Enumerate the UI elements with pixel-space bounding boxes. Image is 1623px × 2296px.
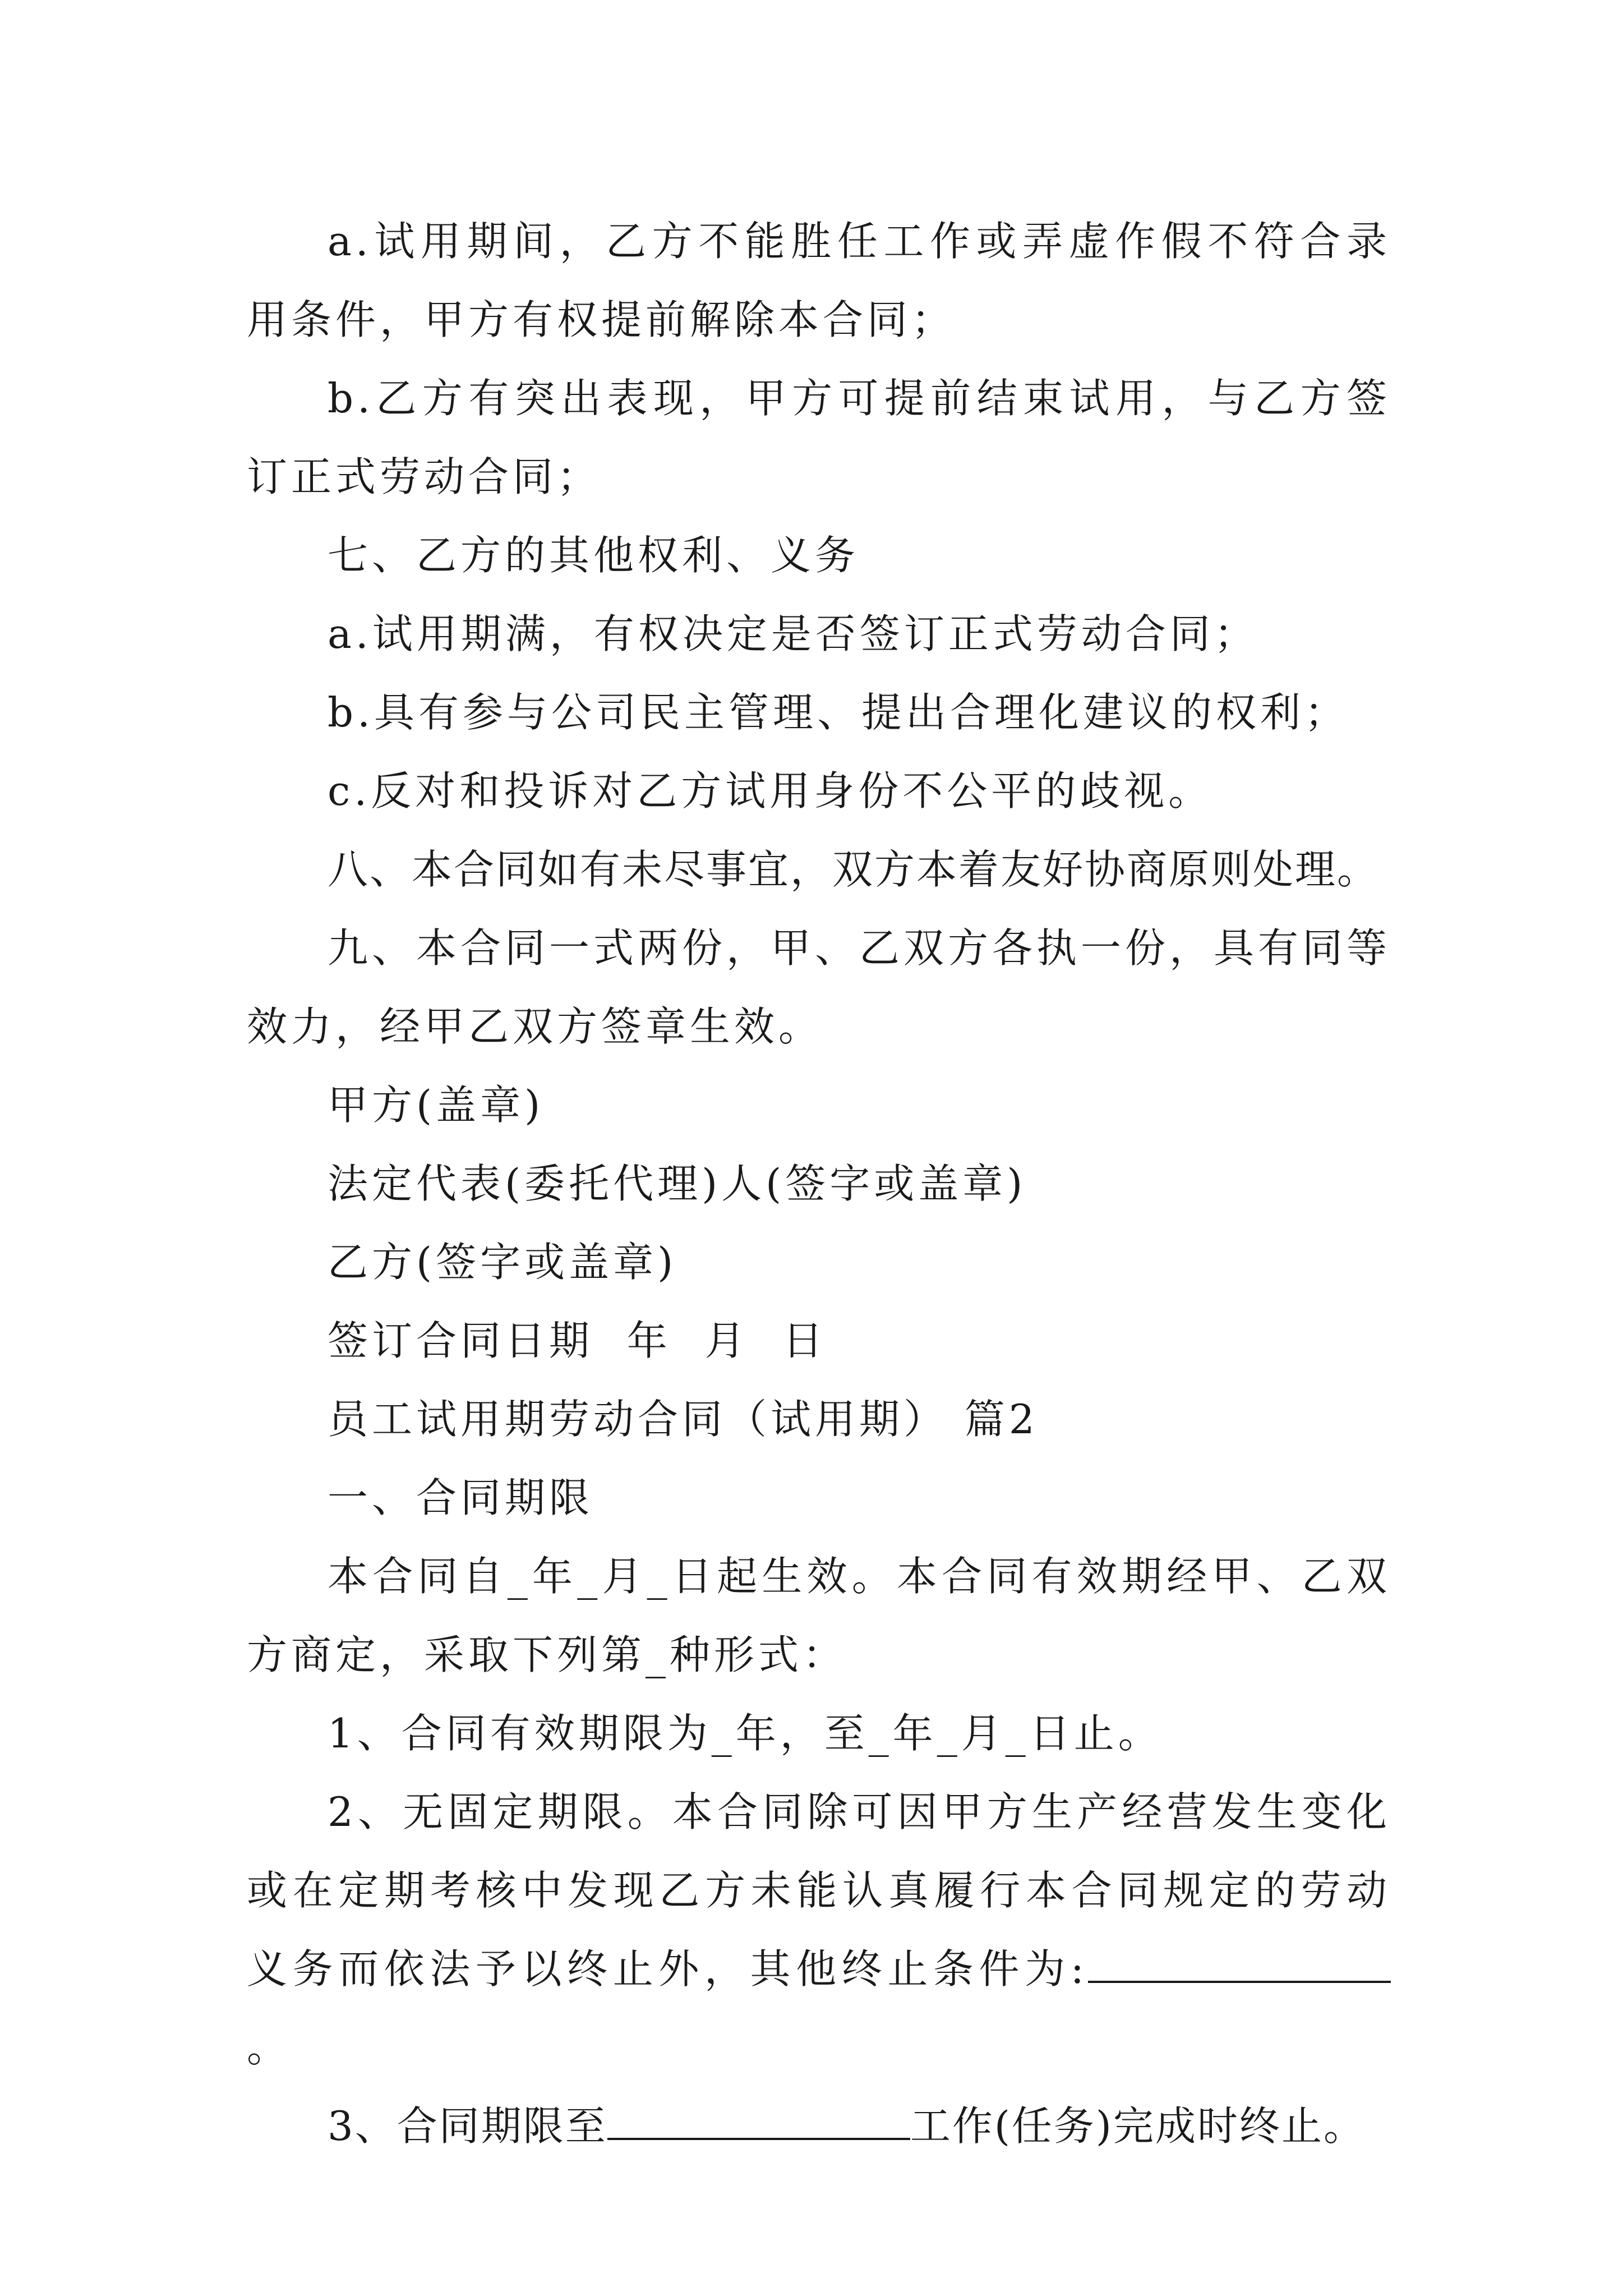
section-heading-7: 七、乙方的其他权利、义务 [328, 532, 860, 579]
paragraph-term-2-text: 2、无固定期限。本合同除可因甲方生产经营发生变化或在定期考核中发现乙方未能认真履行本合同规定的劳动义务而依法予以终止外，其他终止条件为: [247, 1788, 1391, 1993]
paragraph-term-2 [247, 1773, 1391, 2087]
signature-legal-rep: 法定代表(委托代理)人(签字或盖章) [328, 1160, 1027, 1207]
section-heading-8: 八、本合同如有未尽事宜，双方本着友好协商原则处理。 [328, 846, 1380, 893]
paragraph-rights-a: a.试用期满，有权决定是否签订正式劳动合同； [328, 610, 1258, 657]
paragraph-term-1: 1、合同有效期限为_年，至_年_月_日止。 [328, 1710, 1163, 1757]
contract-title-2: 员工试用期劳动合同（试用期） 篇2 [328, 1396, 1039, 1443]
paragraph-probation-b: b.乙方有突出表现，甲方可提前结束试用，与乙方签订正式劳动合同； [247, 375, 1391, 500]
paragraph-probation-a: a.试用期间，乙方不能胜任工作或弄虚作假不符合录用条件，甲方有权提前解除本合同； [247, 218, 1391, 343]
paragraph-term-2-end: 。 [247, 2024, 292, 2071]
paragraph-rights-c: c.反对和投诉对乙方试用身份不公平的歧视。 [328, 767, 1213, 815]
paragraph-term-effective: 本合同自_年_月_日起生效。本合同有效期经甲、乙双方商定，采取下列第_种形式： [247, 1553, 1391, 1678]
blank-line [607, 2104, 910, 2140]
paragraph-term-3-start: 3、合同期限至 [328, 2102, 607, 2150]
blank-line [1088, 1947, 1391, 1983]
paragraph-rights-b: b.具有参与公司民主管理、提出合理化建议的权利； [328, 689, 1349, 736]
signature-party-b: 乙方(签字或盖章) [328, 1239, 677, 1286]
signature-party-a: 甲方(盖章) [328, 1082, 545, 1129]
document-body [247, 202, 1391, 2165]
section-heading-9: 九、本合同一式两份，甲、乙双方各执一份，具有同等效力，经甲乙双方签章生效。 [247, 924, 1391, 1050]
signing-date: 签订合同日期 年 月 日 [328, 1317, 827, 1364]
paragraph-term-3-end: 工作(任务)完成时终止。 [910, 2102, 1366, 2150]
paragraph-term-3 [247, 2087, 1391, 2165]
section-heading-1: 一、合同期限 [328, 1474, 594, 1521]
